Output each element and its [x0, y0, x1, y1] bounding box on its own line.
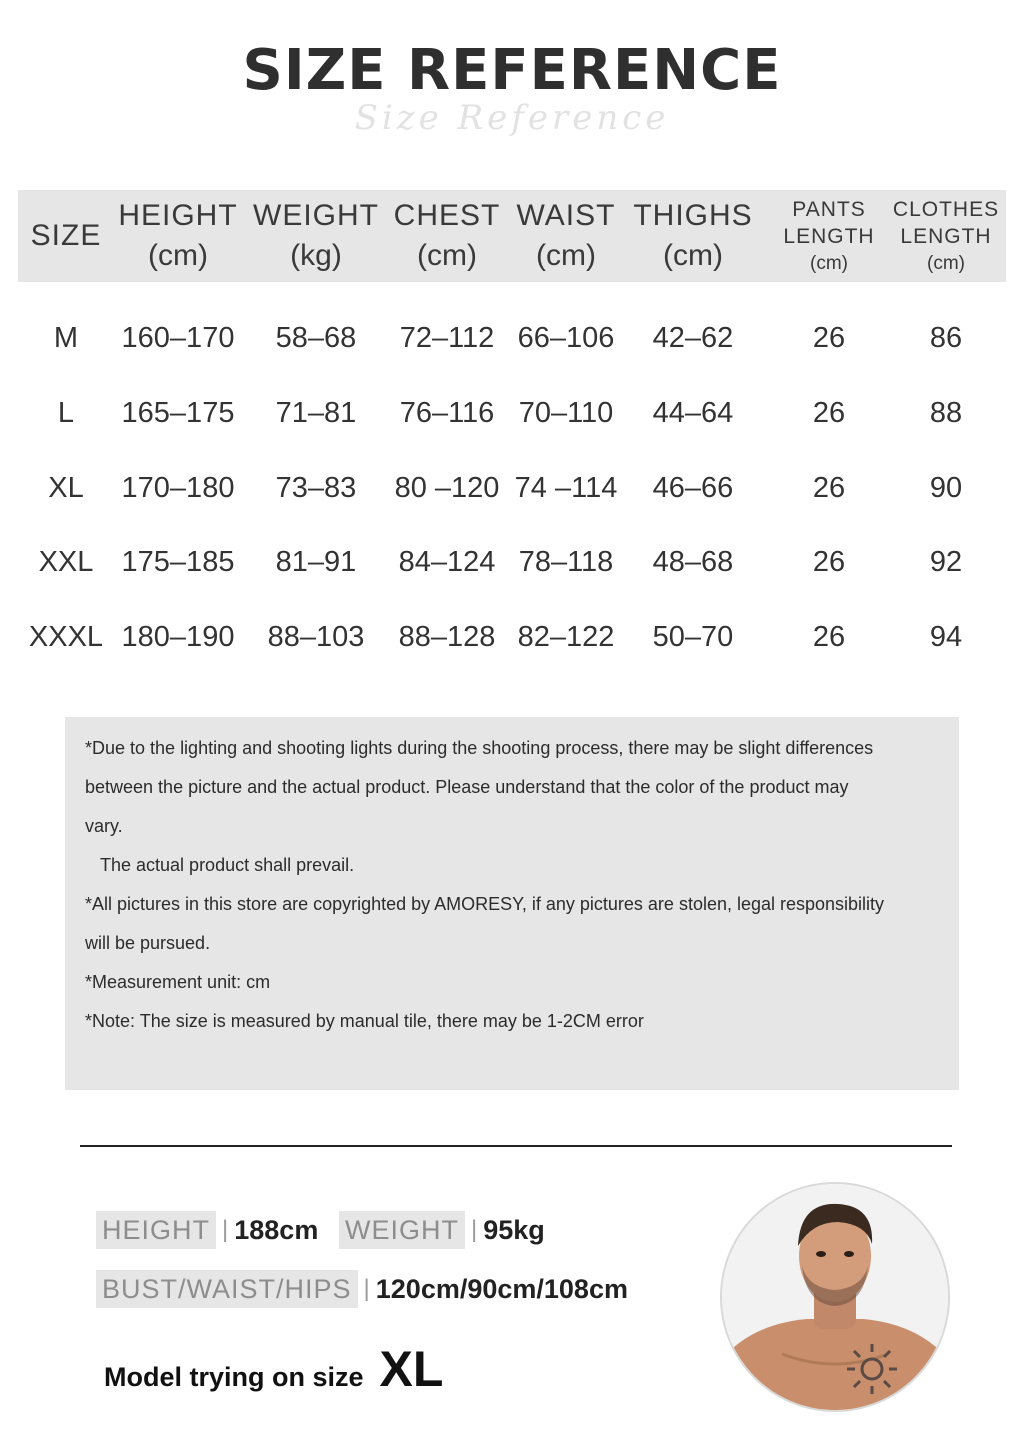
table-cell: 50–70 [652, 621, 734, 653]
table-cell: 165–175 [121, 397, 235, 429]
table-cell: 86 [929, 322, 963, 354]
table-cell: 26 [812, 397, 846, 429]
table-cell: 88–128 [398, 621, 496, 653]
table-cell: 66–106 [517, 322, 615, 354]
header-waist: WAIST (cm) [516, 199, 616, 272]
table-row [18, 383, 1006, 443]
header-size: SIZE [30, 219, 102, 252]
model-trying-size [104, 1340, 443, 1400]
model-weight [339, 1211, 545, 1249]
table-cell: 26 [812, 621, 846, 653]
notes-box [65, 717, 959, 1090]
table-cell: 78–118 [518, 546, 614, 578]
table-cell: 26 [812, 546, 846, 578]
header-pants-length: PANTS LENGTH (cm) [783, 197, 875, 274]
table-cell: 84–124 [398, 546, 496, 578]
table-cell: 44–64 [652, 397, 734, 429]
table-cell: 46–66 [652, 472, 734, 504]
table-cell: XXXL [28, 621, 104, 653]
model-height-value: 188cm [234, 1214, 319, 1245]
table-cell: 74 –114 [514, 472, 618, 504]
model-height [96, 1211, 318, 1249]
header-height: HEIGHT (cm) [118, 199, 238, 272]
table-cell: M [53, 322, 79, 354]
table-cell: 71–81 [275, 397, 357, 429]
header-thighs: THIGHS (cm) [633, 199, 753, 272]
model-weight-value: 95kg [483, 1214, 545, 1245]
model-trying-text: Model trying on size [104, 1362, 364, 1392]
note-line: *Due to the lighting and shooting lights during the shooting process, there may be slight differences [85, 738, 874, 758]
page-title: SIZE REFERENCE [242, 38, 782, 103]
model-portrait-icon [722, 1184, 948, 1410]
table-cell: 26 [812, 472, 846, 504]
table-cell: 73–83 [275, 472, 357, 504]
table-header [18, 190, 1006, 282]
table-body [18, 282, 1006, 662]
page-subtitle-watermark: Size Reference [354, 98, 670, 138]
separator: | [222, 1216, 229, 1243]
table-cell: XL [48, 472, 84, 504]
header-clothes-length: CLOTHES LENGTH (cm) [892, 197, 1000, 274]
size-table [18, 190, 1006, 662]
table-cell: 76–116 [399, 397, 495, 429]
header-weight: WEIGHT (kg) [253, 199, 379, 272]
note-line: *Note: The size is measured by manual tile, there may be 1-2CM error [85, 1011, 644, 1031]
separator: | [363, 1275, 370, 1302]
table-cell: L [57, 397, 75, 429]
table-cell: 58–68 [275, 322, 357, 354]
model-bwh [96, 1270, 628, 1308]
table-cell: 180–190 [121, 621, 235, 653]
model-bwh-label: BUST/WAIST/HIPS [96, 1270, 358, 1308]
table-cell: 70–110 [518, 397, 614, 429]
table-cell: 42–62 [652, 322, 734, 354]
table-cell: 88–103 [267, 621, 365, 653]
table-cell: 82–122 [517, 621, 615, 653]
table-cell: 94 [929, 621, 963, 653]
model-bwh-value: 120cm/90cm/108cm [375, 1273, 628, 1304]
table-cell: 72–112 [399, 322, 495, 354]
note-line: will be pursued. [85, 933, 211, 953]
note-line: *All pictures in this store are copyrighted by AMORESY, if any pictures are stolen, legal responsibility [85, 894, 885, 914]
model-trying-size-value: XL [379, 1341, 444, 1397]
section-divider [80, 1145, 952, 1147]
table-cell: 48–68 [652, 546, 734, 578]
model-avatar [720, 1182, 950, 1412]
note-line: vary. [85, 816, 123, 836]
table-row [18, 458, 1006, 518]
table-row [18, 308, 1006, 368]
table-cell: 90 [929, 472, 963, 504]
model-height-label: HEIGHT [96, 1211, 216, 1249]
table-row [18, 607, 1006, 667]
note-line: *Measurement unit: cm [85, 972, 271, 992]
header-chest: CHEST (cm) [393, 199, 501, 272]
table-cell: XXL [38, 546, 94, 578]
table-cell: 81–91 [275, 546, 357, 578]
table-row [18, 532, 1006, 592]
note-line: The actual product shall prevail. [85, 855, 355, 875]
note-line: between the picture and the actual product. Please understand that the color of the product may [85, 777, 849, 797]
model-weight-label: WEIGHT [339, 1211, 465, 1249]
table-cell: 170–180 [121, 472, 235, 504]
table-cell: 92 [929, 546, 963, 578]
table-cell: 175–185 [121, 546, 235, 578]
table-cell: 88 [929, 397, 963, 429]
table-cell: 80 –120 [394, 472, 500, 504]
table-cell: 160–170 [121, 322, 235, 354]
separator: | [471, 1216, 478, 1243]
table-cell: 26 [812, 322, 846, 354]
